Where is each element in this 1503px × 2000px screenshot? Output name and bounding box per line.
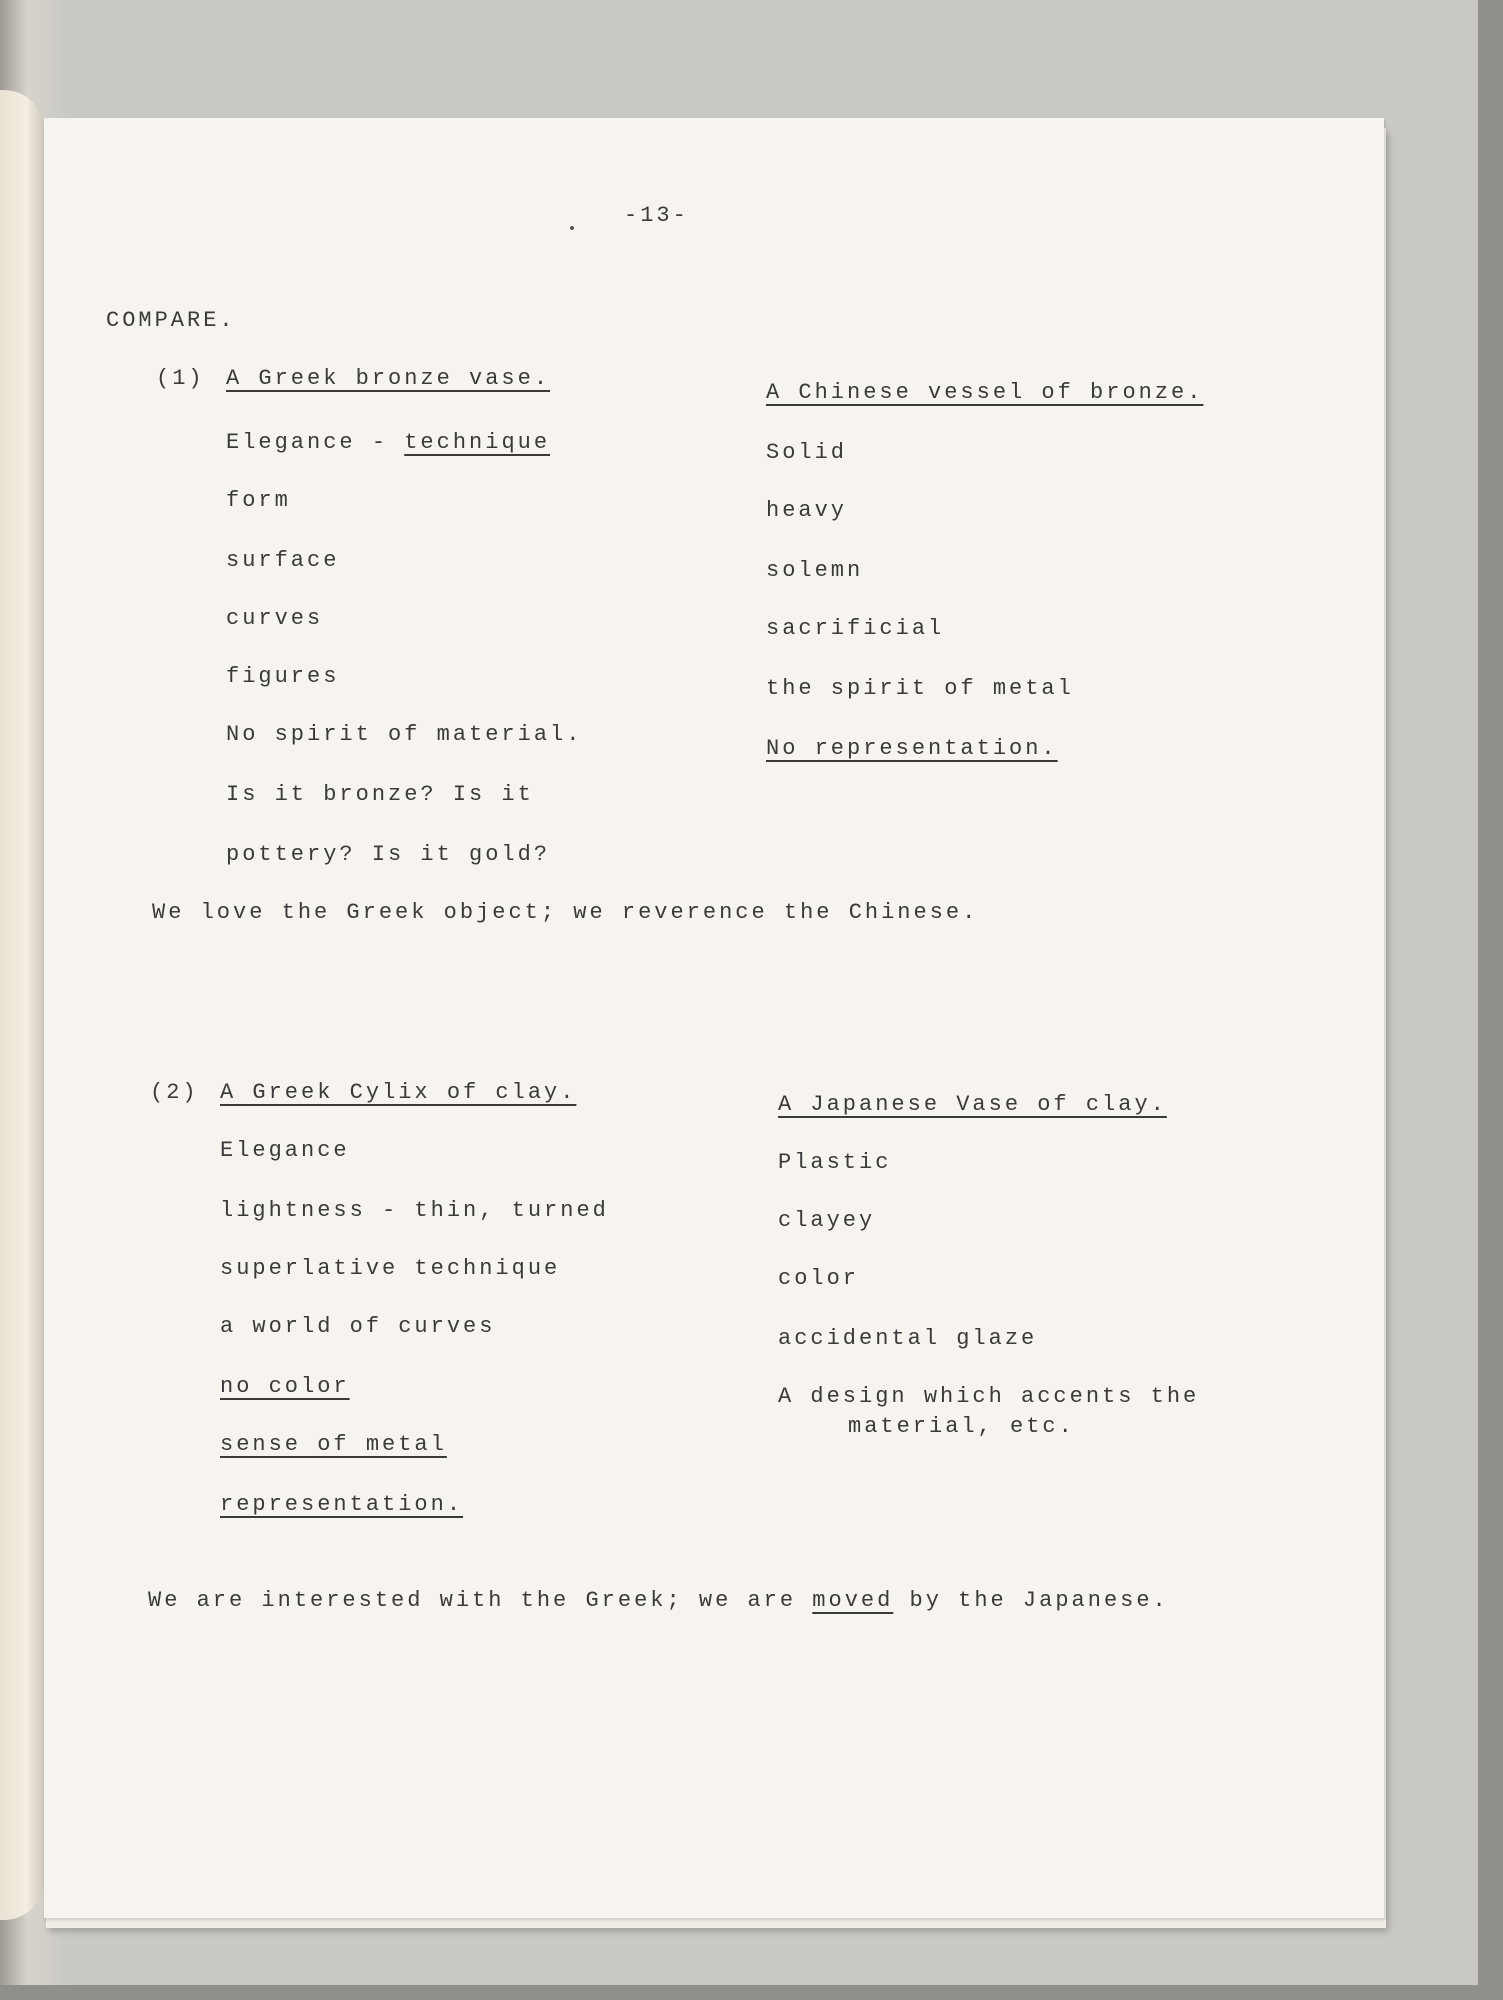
section2-right-item: A design which accents the	[778, 1384, 1200, 1409]
page-number: -13-	[624, 203, 689, 228]
section2-left-item: a world of curves	[220, 1314, 496, 1339]
section1-right-item: Solid	[766, 440, 848, 465]
document-page	[44, 118, 1384, 1918]
section2-right-item: clayey	[778, 1208, 876, 1233]
section2-left-item: lightness - thin, turned	[220, 1198, 609, 1223]
section2-left-item: representation.	[220, 1492, 464, 1517]
section1-left-title: A Greek bronze vase.	[226, 366, 551, 391]
section1-left-item: figures	[226, 664, 340, 689]
facing-page-edge	[0, 90, 44, 1920]
section1-right-item: solemn	[766, 558, 864, 583]
section2-left-item: no color	[220, 1374, 350, 1399]
section1-left-item: form	[226, 488, 291, 513]
section1-right-item: sacrificial	[766, 616, 945, 641]
section1-right-item: No representation.	[766, 736, 1058, 761]
section2-left-item: Elegance	[220, 1138, 350, 1163]
section1-left-item: pottery? Is it gold?	[226, 842, 551, 867]
section1-left-item: surface	[226, 548, 340, 573]
section1-left-item: No spirit of material.	[226, 722, 583, 747]
section2-right-item: accidental glaze	[778, 1326, 1038, 1351]
section2-number: (2)	[150, 1080, 199, 1105]
section1-left-item: curves	[226, 606, 324, 631]
section1-right-title: A Chinese vessel of bronze.	[766, 380, 1204, 405]
section1-left-item: Elegance - technique	[226, 430, 551, 455]
section1-right-item: the spirit of metal	[766, 676, 1074, 701]
section2-right-title: A Japanese Vase of clay.	[778, 1092, 1167, 1117]
section2-left-item: superlative technique	[220, 1256, 561, 1281]
section2-conclusion: We are interested with the Greek; we are moved by the Japanese.	[148, 1588, 1169, 1613]
section2-right-item: Plastic	[778, 1150, 892, 1175]
section2-right-item: color	[778, 1266, 860, 1291]
heading: COMPARE.	[106, 308, 236, 333]
section1-right-item: heavy	[766, 498, 848, 523]
section2-left-item: sense of metal	[220, 1432, 447, 1457]
section1-conclusion: We love the Greek object; we reverence the Chinese.	[152, 900, 979, 925]
section1-left-item: Is it bronze? Is it	[226, 782, 534, 807]
section1-number: (1)	[156, 366, 205, 391]
ink-speck	[570, 226, 574, 230]
section2-right-item: material, etc.	[848, 1414, 1075, 1439]
section2-left-title: A Greek Cylix of clay.	[220, 1080, 577, 1105]
